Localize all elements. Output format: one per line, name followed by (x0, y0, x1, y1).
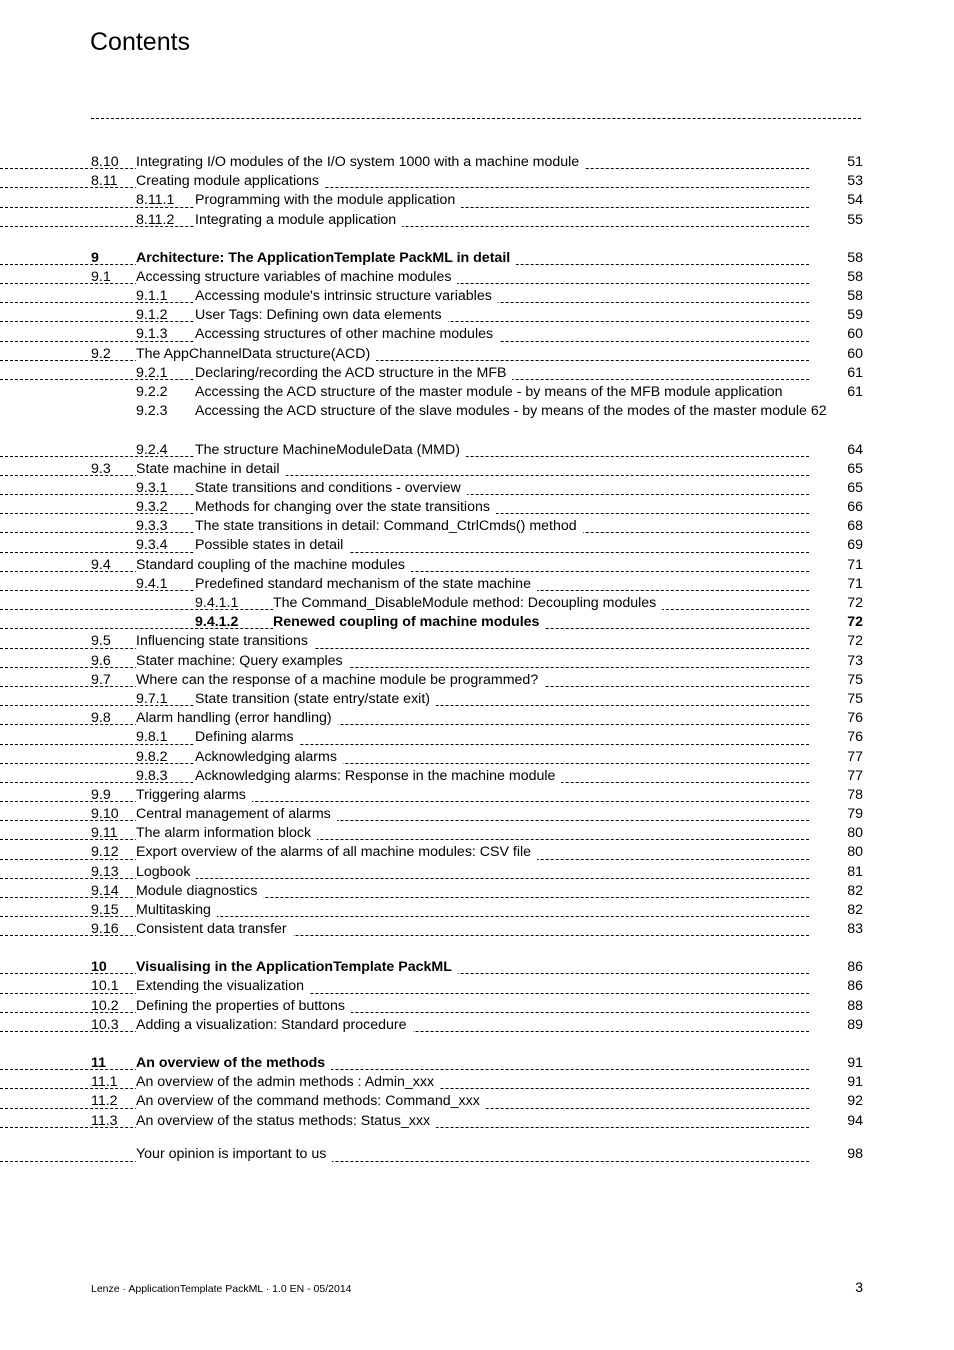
toc-entry-title (136, 786, 252, 805)
toc-entry-number: 9.1.1 (136, 288, 168, 305)
toc-entry-title-text: Triggering alarms (136, 787, 252, 803)
toc-entry-number: 9.16 (91, 921, 119, 938)
toc-entry-page: 75 (847, 690, 863, 707)
toc-entry[interactable] (0, 1073, 954, 1092)
toc-entry-page: 75 (847, 671, 863, 688)
toc-entry[interactable] (0, 249, 954, 268)
toc-entry[interactable] (0, 767, 954, 786)
toc-entry-page: 72 (847, 614, 863, 631)
toc-entry[interactable] (0, 920, 954, 939)
toc-entry[interactable] (0, 402, 954, 440)
toc-entry[interactable] (0, 460, 954, 479)
toc-entry-page: 80 (847, 825, 863, 842)
toc-entry-title (136, 671, 544, 690)
toc-entry-title (195, 498, 496, 517)
toc-entry[interactable] (0, 958, 954, 977)
toc-entry[interactable] (0, 383, 954, 402)
toc-entry-title (195, 517, 583, 536)
toc-entry[interactable] (0, 536, 954, 555)
toc-entry-title-text: Methods for changing over the state transitions (195, 499, 496, 515)
toc-entry-title (136, 652, 349, 671)
toc-entry-page: 53 (847, 173, 863, 190)
toc-entry-page: 65 (847, 460, 863, 477)
toc-entry-page: 72 (847, 595, 863, 612)
toc-entry[interactable] (0, 786, 954, 805)
toc-entry-number: 9.6 (91, 652, 111, 669)
toc-leader-dots (0, 709, 809, 728)
toc-entry-number: 9.4.1 (136, 575, 168, 592)
toc-entry-title-text: An overview of the status methods: Status_xxx (136, 1113, 436, 1129)
toc-entry-page: 51 (847, 154, 863, 170)
toc-entry-title-text: An overview of the methods (136, 1055, 331, 1071)
toc-entry-number: 11.1 (91, 1074, 118, 1091)
header-dashed-rule (91, 118, 861, 119)
toc-entry-title-text: Integrating a module application (195, 212, 402, 228)
toc-leader-dots (0, 997, 809, 1016)
toc-entry[interactable] (0, 172, 954, 191)
toc-leader-dots (0, 882, 809, 901)
toc-entry[interactable] (0, 863, 954, 882)
toc-leader-dots (0, 172, 809, 191)
toc-entry-title-text: Alarm handling (error handling) (136, 710, 338, 726)
toc-entry-number: 9.11 (91, 825, 118, 842)
toc-entry-number: 9.2.1 (136, 364, 168, 381)
toc-entry-number: 9.3.2 (136, 499, 168, 516)
toc-entry-page: 58 (847, 288, 863, 305)
toc-entry-title (273, 613, 545, 632)
toc-entry-page: 61 (847, 383, 863, 400)
toc-entry-title (195, 441, 466, 460)
toc-entry-page: 94 (847, 1112, 863, 1129)
toc-entry-number: 9.2 (91, 345, 111, 362)
toc-entry-page: 54 (847, 192, 863, 209)
toc-entry-title (136, 824, 317, 843)
toc-entry-page: 89 (847, 1016, 863, 1033)
toc-entry-title-text: Integrating I/O modules of the I/O system 1000 with a machine module (136, 154, 585, 170)
toc-entry-title-text: Predefined standard mechanism of the state machine (195, 576, 537, 592)
toc-entry-page: 80 (847, 844, 863, 861)
toc-entry-page: 98 (847, 1146, 863, 1163)
toc-entry-number: 9.2.2 (136, 383, 168, 400)
toc-entry[interactable] (0, 517, 954, 536)
toc-entry-page: 86 (847, 959, 863, 976)
toc-entry-title-text: Accessing the ACD structure of the master module - by means of the MFB module application (195, 384, 788, 400)
toc-entry-number: 11.3 (91, 1112, 118, 1129)
toc-entry-page: 55 (847, 211, 863, 228)
toc-entry-page: 91 (847, 1054, 863, 1071)
toc-entry-page: 79 (847, 806, 863, 823)
toc-entry-title-text: Logbook (136, 864, 196, 880)
toc-entry-title-text: Where can the response of a machine module be programmed? (136, 672, 544, 688)
toc-entry-page: 77 (847, 767, 863, 784)
toc-entry-title (136, 977, 310, 996)
toc-entry-page: 71 (847, 556, 863, 573)
toc-entry-number: 10 (91, 959, 107, 976)
toc-entry-title (136, 460, 286, 479)
toc-entry[interactable] (0, 575, 954, 594)
toc-entry-number: 11.2 (91, 1093, 118, 1110)
toc-entry-title (273, 594, 662, 613)
toc-entry-title (136, 863, 196, 882)
toc-entry-title-text: Architecture: The ApplicationTemplate PackML in detail (136, 250, 516, 266)
toc-entry-page: 69 (847, 537, 863, 554)
toc-entry-title (136, 632, 314, 651)
toc-entry-title (195, 383, 788, 402)
toc-entry[interactable] (0, 997, 954, 1016)
toc-entry-page: 60 (847, 345, 863, 362)
toc-entry-number: 9.7 (91, 671, 111, 688)
toc-entry-title (136, 153, 585, 172)
toc-entry-title (195, 211, 402, 230)
toc-entry-page: 72 (847, 633, 863, 650)
toc-entry-number: 11 (91, 1054, 106, 1071)
toc-entry-title (136, 1073, 440, 1092)
toc-entry[interactable] (0, 1054, 954, 1073)
toc-entry-number: 9.4.1.1 (195, 595, 239, 612)
toc-entry[interactable] (0, 498, 954, 517)
toc-leader-dots (0, 977, 809, 996)
toc-entry-number: 9.3.4 (136, 537, 168, 554)
toc-entry[interactable] (0, 1145, 954, 1164)
toc-entry-number: 8.11 (91, 173, 118, 190)
toc-entry-number: 9.9 (91, 786, 111, 803)
toc-entry-number: 9.2.3 (136, 403, 168, 420)
toc-entry-page: 76 (847, 710, 863, 727)
toc-entry-title (136, 709, 338, 728)
toc-entry-number: 9.12 (91, 844, 119, 861)
toc-entry-page: 73 (847, 652, 863, 669)
toc-leader-dots (0, 920, 809, 939)
toc-entry-number: 9.10 (91, 806, 119, 823)
toc-entry[interactable] (0, 364, 954, 383)
toc-leader-dots (0, 652, 809, 671)
toc-leader-dots (0, 1145, 809, 1164)
toc-entry-page: 86 (847, 978, 863, 995)
footer-document-info: Lenze · ApplicationTemplate PackML · 1.0 EN - 05/2014 (91, 1283, 352, 1295)
toc-entry[interactable] (0, 479, 954, 498)
toc-entry-title (195, 306, 448, 325)
toc-entry[interactable] (0, 882, 954, 901)
toc-entry-page: 64 (847, 441, 863, 458)
toc-entry[interactable] (0, 191, 954, 210)
toc-entry[interactable] (0, 153, 954, 172)
toc-entry-title (195, 287, 498, 306)
toc-entry-title (136, 843, 537, 862)
toc-entry-page: 60 (847, 326, 863, 343)
toc-entry[interactable] (0, 268, 954, 287)
toc-entry-number: 10.1 (91, 978, 119, 995)
toc-entry[interactable] (0, 824, 954, 843)
toc-entry-title-text: Accessing the ACD structure of the slave modules - by means of the modes of the master module 62 (195, 403, 833, 419)
toc-entry-title-text: An overview of the admin methods : Admin_xxx (136, 1074, 440, 1090)
toc-entry-title (195, 191, 461, 210)
toc-entry-number: 9.3.3 (136, 518, 168, 535)
toc-entry-page: 82 (847, 882, 863, 899)
toc-entry[interactable] (0, 843, 954, 862)
toc-entry-title (136, 556, 411, 575)
toc-entry-title (136, 249, 516, 268)
toc-leader-dots (0, 632, 809, 651)
toc-entry-title-text: State transition (state entry/state exit) (195, 691, 436, 707)
toc-leader-dots (0, 460, 809, 479)
toc-entry-title (136, 1092, 486, 1111)
toc-entry[interactable] (0, 325, 954, 344)
toc-entry-title-text: Defining the properties of buttons (136, 998, 351, 1014)
toc-entry-number: 9.8.1 (136, 729, 168, 746)
toc-entry-number: 9.3.1 (136, 479, 168, 496)
toc-leader-dots (0, 824, 809, 843)
toc-entry-title-text: Renewed coupling of machine modules (273, 614, 545, 630)
toc-entry-page: 65 (847, 479, 863, 496)
toc-entry-page: 82 (847, 902, 863, 919)
toc-entry-title-text: Defining alarms (195, 729, 300, 745)
toc-entry-number: 9.5 (91, 633, 111, 650)
page-title: Contents (90, 28, 191, 56)
toc-entry-title (136, 1016, 413, 1035)
toc-entry[interactable] (0, 211, 954, 230)
toc-entry-page: 83 (847, 921, 863, 938)
toc-leader-dots (0, 805, 809, 824)
toc-entry-page: 78 (847, 786, 863, 803)
toc-entry-title (136, 172, 325, 191)
toc-entry-number: 9.7.1 (136, 690, 168, 707)
toc-entry-title (195, 575, 537, 594)
toc-entry[interactable] (0, 441, 954, 460)
toc-leader-dots (0, 345, 809, 364)
toc-entry-page: 76 (847, 729, 863, 746)
toc-entry[interactable] (0, 632, 954, 651)
toc-entry-title-text: Central management of alarms (136, 806, 337, 822)
toc-entry[interactable] (0, 594, 954, 613)
toc-leader-dots (0, 748, 809, 767)
toc-entry-page: 59 (847, 307, 863, 324)
toc-entry-title-text: The alarm information block (136, 825, 317, 841)
toc-entry-number: 8.11.2 (136, 211, 175, 228)
toc-entry[interactable] (0, 345, 954, 364)
toc-entry-title-text: Your opinion is important to us (136, 1146, 332, 1162)
toc-entry-title (136, 920, 293, 939)
toc-entry[interactable] (0, 652, 954, 671)
toc-entry-title (136, 997, 351, 1016)
toc-entry-number: 9.8.2 (136, 748, 168, 765)
toc-entry-title (195, 325, 499, 344)
toc-entry-title (136, 1112, 436, 1131)
toc-entry-title (136, 882, 263, 901)
toc-entry-title (195, 767, 561, 786)
toc-entry[interactable] (0, 306, 954, 325)
toc-entry-title-text: Accessing module's intrinsic structure variables (195, 288, 498, 304)
toc-entry-page: 58 (847, 249, 863, 266)
toc-entry-title-text: Declaring/recording the ACD structure in the MFB (195, 365, 512, 381)
toc-entry-title-text: The state transitions in detail: Command_CtrlCmds() method (195, 518, 583, 534)
toc-leader-dots (0, 863, 809, 882)
toc-entry-number: 9 (91, 249, 99, 266)
toc-leader-dots (0, 901, 809, 920)
toc-entry-title (195, 728, 300, 747)
toc-entry-title (195, 690, 436, 709)
toc-entry-title-text: Extending the visualization (136, 978, 310, 994)
toc-entry-title (136, 268, 457, 287)
toc-entry-number: 9.2.4 (136, 441, 168, 458)
toc-entry-number: 9.1.2 (136, 307, 168, 324)
toc-entry-number: 10.3 (91, 1016, 119, 1033)
toc-entry-title-text: Module diagnostics (136, 883, 263, 899)
toc-entry-page: 81 (847, 863, 863, 880)
toc-entry-page: 68 (847, 518, 863, 535)
toc-entry-title-text: User Tags: Defining own data elements (195, 307, 448, 323)
toc-entry[interactable] (0, 805, 954, 824)
toc-entry-title-text: Adding a visualization: Standard procedure (136, 1017, 413, 1033)
toc-entry-page: 58 (847, 268, 863, 285)
toc-entry-title-text: The AppChannelData structure(ACD) (136, 346, 376, 362)
toc-entry-title (136, 901, 217, 920)
toc-entry-number: 10.2 (91, 997, 119, 1014)
toc-entry-number: 9.14 (91, 882, 119, 899)
toc-entry-title-text: Visualising in the ApplicationTemplate PackML (136, 959, 458, 975)
toc-entry-title (136, 345, 376, 364)
toc-entry-title-text: Accessing structures of other machine modules (195, 326, 499, 342)
toc-entry-title-text: Programming with the module application (195, 192, 461, 208)
toc-entry-number: 9.3 (91, 460, 111, 477)
toc-entry[interactable] (0, 671, 954, 690)
toc-entry-title-text: Acknowledging alarms: Response in the machine module (195, 768, 561, 784)
toc-entry-title (136, 1054, 331, 1073)
toc-entry-title (136, 958, 458, 977)
table-of-contents (0, 153, 954, 1165)
toc-entry-page: 71 (847, 575, 863, 592)
toc-entry-title-text: Standard coupling of the machine modules (136, 557, 411, 573)
toc-entry-title (136, 805, 337, 824)
toc-entry-title (195, 402, 863, 421)
toc-entry-number: 9.13 (91, 863, 119, 880)
toc-entry[interactable] (0, 1016, 954, 1035)
toc-entry[interactable] (0, 1112, 954, 1131)
toc-entry[interactable] (0, 556, 954, 575)
toc-entry-title-text: Possible states in detail (195, 537, 349, 553)
toc-entry[interactable] (0, 1092, 954, 1111)
toc-leader-dots (0, 211, 809, 230)
toc-entry-number: 9.1 (91, 268, 111, 285)
toc-entry[interactable] (0, 690, 954, 709)
toc-entry-title-text: Acknowledging alarms (195, 749, 343, 765)
toc-entry-page: 66 (847, 499, 863, 516)
toc-entry-page: 91 (847, 1074, 863, 1091)
toc-entry-title-text: Accessing structure variables of machine modules (136, 269, 457, 285)
footer-page-number: 3 (855, 1279, 863, 1295)
toc-entry-title (195, 479, 467, 498)
toc-entry-number: 9.1.3 (136, 326, 168, 343)
toc-entry[interactable] (0, 287, 954, 306)
toc-entry-title-text: Stater machine: Query examples (136, 653, 349, 669)
toc-entry-title (195, 536, 349, 555)
toc-entry-title-text: Multitasking (136, 902, 217, 918)
toc-entry-title-text: Influencing state transitions (136, 633, 314, 649)
toc-leader-dots (0, 536, 809, 555)
toc-entry[interactable] (0, 977, 954, 996)
toc-entry[interactable] (0, 709, 954, 728)
toc-entry-title-text: Consistent data transfer (136, 921, 293, 937)
toc-entry-number: 9.4.1.2 (195, 614, 239, 631)
toc-entry-title-text: Creating module applications (136, 173, 325, 189)
toc-leader-dots (0, 728, 809, 747)
toc-entry[interactable] (0, 613, 954, 632)
toc-entry-number: 9.4 (91, 556, 111, 573)
toc-entry-number: 9.8.3 (136, 767, 168, 784)
toc-entry-title-text: An overview of the command methods: Command_xxx (136, 1093, 486, 1109)
toc-entry-title-text: Export overview of the alarms of all machine modules: CSV file (136, 844, 537, 860)
toc-entry-title (195, 364, 512, 383)
toc-entry[interactable] (0, 728, 954, 747)
toc-entry-title-text: State transitions and conditions - overview (195, 480, 467, 496)
toc-entry-title-text: State machine in detail (136, 461, 286, 477)
toc-entry-page: 77 (847, 748, 863, 765)
toc-entry-title (195, 748, 343, 767)
toc-entry[interactable] (0, 901, 954, 920)
toc-entry-number: 8.11.1 (136, 192, 175, 209)
toc-entry-page: 61 (847, 364, 863, 381)
toc-entry[interactable] (0, 748, 954, 767)
toc-entry-number: 9.8 (91, 710, 111, 727)
toc-entry-number: 9.15 (91, 902, 119, 919)
toc-leader-dots (0, 1054, 809, 1073)
toc-entry-title-text: The Command_DisableModule method: Decoupling modules (273, 595, 662, 611)
toc-entry-page: 92 (847, 1093, 863, 1110)
toc-entry-title (136, 1145, 332, 1164)
toc-leader-dots (0, 786, 809, 805)
toc-entry-page: 88 (847, 997, 863, 1014)
toc-entry-number: 8.10 (91, 154, 119, 170)
toc-entry-title-text: The structure MachineModuleData (MMD) (195, 442, 466, 458)
